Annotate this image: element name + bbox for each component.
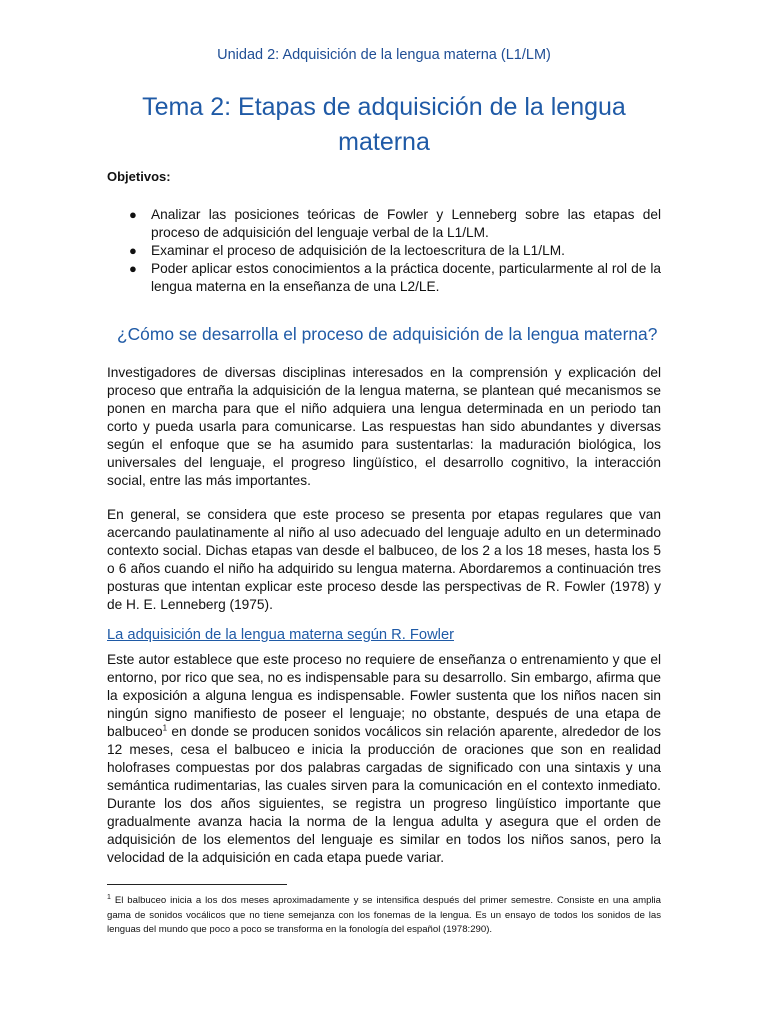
footnote [107,894,661,938]
objective-text: Poder aplicar estos conocimientos a la práctica docente, particularmente al rol de la lengua materna en la enseñanza de una L2/LE. [151,261,661,294]
bullet-icon: ● [129,243,137,258]
list-item [107,206,661,242]
paragraph-stages: En general, se considera que este proceso se presenta por etapas regulares que van acercando paulatinamente al niño al uso adecuado del lenguaje adulto en un determinado contexto social. Dichas etapas van desde el balbuceo, de los 2 a los 18 meses, hasta los 5 o 6 años cuando el niño ha adquirido su lengua materna. Abordaremos a continuación tres posturas que intentan explicar este proceso desde las perspectivas de R. Fowler (1978) y de H. E. Lenneberg (1975). [107,507,661,612]
fowler-text-before: Este autor establece que este proceso no requiere de enseñanza o entrenamiento y que el entorno, por rico que sea, no es indispensable para su desarrollo. Sin embargo, afirma que la exposición a alguna lengua es indispensable. Fowler sustenta que los niños nacen sin ningún signo manifiesto de poseer el lenguaje; no obstante, después de una etapa de balbuceo [107,652,661,739]
list-item [107,242,661,260]
objective-text: Examinar el proceso de adquisición de la lectoescritura de la L1/LM. [151,243,565,258]
page-title: Tema 2: Etapas de adquisición de la lengua materna [142,93,626,156]
footnote-reference[interactable]: 1 [162,723,168,733]
bullet-icon: ● [129,207,137,222]
footnote-divider [107,884,287,885]
section-heading: ¿Cómo se desarrolla el proceso de adquisición de la lengua materna? [117,324,658,344]
objectives-label: Objetivos: [107,169,171,184]
fowler-heading-link[interactable]: La adquisición de la lengua materna según R. Fowler [107,627,454,643]
unit-header: Unidad 2: Adquisición de la lengua materna (L1/LM) [217,47,551,63]
paragraph-intro: Investigadores de diversas disciplinas interesados en la comprensión y explicación del proceso que entraña la adquisición de la lengua materna, se plantean qué mecanismos se ponen en marcha para que el niño adquiera una lengua determinada en un periodo tan corto y pueda usarla para comunicarse. Las respuestas han sido abundantes y diversas según el enfoque que se ha asumido para sustentarlas: la maduración biológica, los universales del lenguaje, el progreso lingüístico, el desarrollo cognitivo, la interacción social, entre las más importantes. [107,365,661,488]
bullet-icon: ● [129,261,137,276]
objectives-list [107,206,661,296]
fowler-text-after: en donde se producen sonidos vocálicos sin relación aparente, alrededor de los 12 meses, cesa el balbuceo e inicia la producción de oraciones que son en realidad holofrases compuestas por dos palabras cargadas de significado con una sintaxis y una semántica rudimentarias, las cuales sirven para la comunicación en el contexto inmediato. Durante los dos años siguientes, se registra un progreso lingüístico importante que gradualmente avanza hacia la norma de la lengua adulta y asegura que el orden de adquisición de los elementos del lenguaje es similar en todos los niños sanos, pero la velocidad de la adquisición en cada etapa puede variar. [107,724,661,865]
footnote-text: El balbuceo inicia a los dos meses aproximadamente y se intensifica después del primer semestre. Consiste en una amplia gama de sonidos vocálicos que no tiene semejanza con los fonemas de la lengua. Es un ensayo de todos los sonidos de las lenguas del mundo que poco a poco se transforma en la fonología del español (1978:290). [107,895,661,935]
list-item [107,260,661,296]
footnote-number: 1 [107,893,111,901]
objective-text: Analizar las posiciones teóricas de Fowler y Lenneberg sobre las etapas del proceso de adquisición del lenguaje verbal de la L1/LM. [151,207,661,240]
paragraph-fowler [107,651,661,867]
